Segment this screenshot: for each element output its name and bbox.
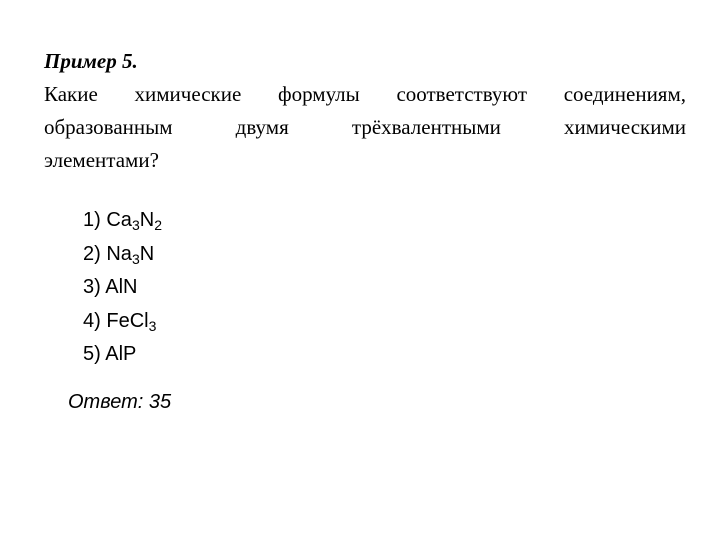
answer-line [68,388,171,416]
option-item [83,238,162,272]
option-formula: FeCl$_3$ [106,309,157,334]
option-number: 5) [83,343,101,365]
question-text [44,78,686,177]
formula-subscript: 3 [131,217,140,233]
answer-label: Ответ: [68,391,144,413]
answer-value: 35 [148,391,172,413]
answer-options-list [83,204,162,372]
formula-subscript: 3 [131,250,140,267]
option-formula: $Na_3N$ [106,242,155,267]
option-formula: AlP [105,343,137,365]
question-line: Какие химические формулы соответствуют соединениям, [44,82,686,106]
option-item [83,204,162,238]
option-item [83,271,162,305]
option-number: 3) [83,276,101,298]
option-item [83,338,162,372]
formula-subscript: 3 [148,317,157,334]
option-item [83,305,162,339]
question-line: образованным двумя трёхвалентными химическими [44,115,686,139]
option-formula: $Ca_3N_2$ [106,209,162,233]
option-formula: AlN [105,276,138,298]
example-title: Пример 5. [44,49,138,73]
option-number: 1) [83,209,101,231]
option-number: 4) [83,309,101,332]
question-line: элементами? [44,148,159,172]
option-number: 2) [83,242,101,265]
formula-subscript: 2 [154,217,162,233]
